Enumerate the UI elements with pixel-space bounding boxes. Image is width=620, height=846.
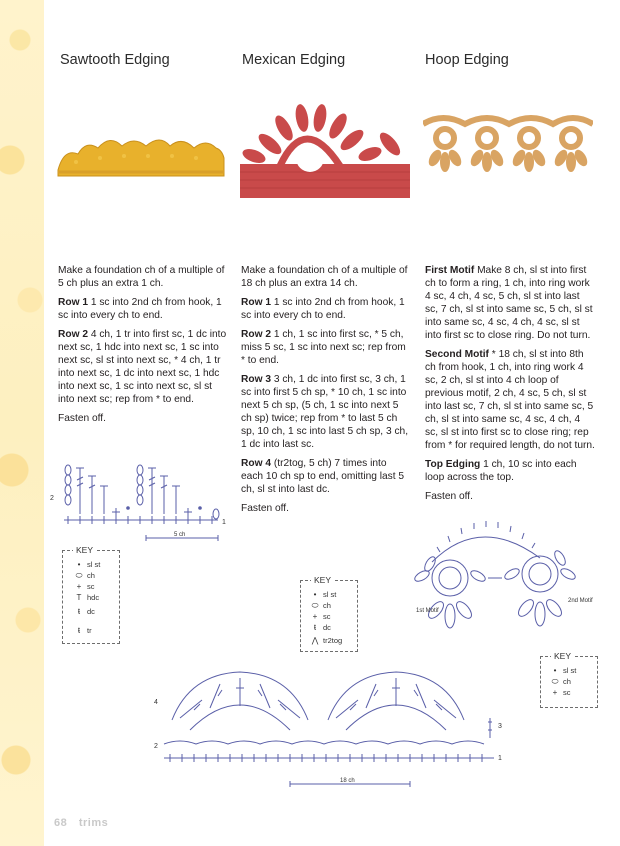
double-crossed-t-icon: ŧ <box>77 625 81 635</box>
key-label: sl st <box>563 666 577 675</box>
key-label: ch <box>87 571 95 580</box>
paragraph: Top Edging 1 ch, 10 sc into each loop across the top. <box>425 459 577 483</box>
slip-stitch-mark <box>198 506 202 510</box>
key-label: dc <box>323 623 331 632</box>
crossed-t-icon: ŧ <box>313 623 317 632</box>
paragraph: Make a foundation ch of a multiple of 5 ch plus an extra 1 ch. <box>58 265 225 289</box>
key-label: hdc <box>87 593 100 602</box>
repeat-label: 18 ch <box>340 778 355 784</box>
plus-icon: + <box>76 582 82 591</box>
key-title: KEY <box>73 545 96 555</box>
paragraph: Make a foundation ch of a multiple of 18 ch plus an extra 14 ch. <box>241 265 408 289</box>
hoop-title: Hoop Edging <box>425 52 509 68</box>
sawtooth-edging-photo <box>56 104 226 198</box>
second-motif-label: 2nd Motif <box>568 598 593 604</box>
key-label: sl st <box>87 560 101 569</box>
key-label: sl st <box>323 590 337 599</box>
row-1-label: 1 <box>222 519 226 526</box>
paragraph: Row 1 1 sc into 2nd ch from hook, 1 sc into every ch to end. <box>58 297 222 321</box>
sawtooth-chart-diagram <box>46 452 232 544</box>
key-label: dc <box>87 606 95 616</box>
key-label: ch <box>563 677 571 686</box>
oval-icon: ⬭ <box>551 676 559 686</box>
dot-icon: • <box>553 666 557 675</box>
section-name: trims <box>78 817 109 829</box>
first-motif-label: 1st Motif <box>416 608 439 614</box>
dot-icon: • <box>77 560 81 569</box>
oval-icon: ⬭ <box>311 600 319 610</box>
plus-icon: + <box>312 612 318 621</box>
paragraph: Second Motif * 18 ch, sl st into 8th ch from hook, 1 ch, into ring work 4 sc, 2 ch, sl st into 4 ch loop of previous motif, 2 ch, 4 sc, 5 ch, sl st into last sc, 7 ch, sl st into same sc, 5 ch, sl st into same sc, 4 sc, 4 ch, 4 sc, sl st into first sc to close ring; rep from * for required length, do not turn. <box>425 349 595 451</box>
oval-icon: ⬭ <box>75 570 83 580</box>
paragraph: First Motif Make 8 ch, sl st into first ch to form a ring, 1 ch, into ring work 4 sc, 4 ch, 4 sc, 5 ch, sl st into last sc, 7 ch, sl st into same sc, 5 ch, sl st into same sc, 4 sc, 4 ch, 4 sc, sl st into first sc to close ring. Do not turn. <box>425 265 593 341</box>
row-4-label: 4 <box>154 699 158 706</box>
mexican-key <box>300 575 358 652</box>
row-2-label: 2 <box>50 495 54 502</box>
paragraph: Row 2 1 ch, 1 sc into first sc, * 5 ch, miss 5 sc, 1 sc into next sc; rep from * to end. <box>241 329 406 366</box>
mexican-edging-photo <box>240 104 410 198</box>
t-icon: T <box>76 593 82 602</box>
key-title: KEY <box>551 651 574 661</box>
hoop-instructions <box>425 264 595 509</box>
tr2tog-icon: ⋀ <box>311 635 319 645</box>
paragraph: Fasten off. <box>58 413 106 424</box>
key-title: KEY <box>311 575 334 585</box>
sawtooth-key <box>62 545 120 644</box>
crossed-t-icon: ŧ <box>77 606 81 616</box>
row-3-label: 3 <box>498 723 502 730</box>
page-number: 68 <box>54 817 68 829</box>
page-footer <box>54 817 108 829</box>
key-label: ch <box>323 601 331 610</box>
key-label: sc <box>323 612 331 621</box>
paragraph: Row 3 3 ch, 1 dc into first sc, 3 ch, 1 sc into first 5 ch sp, * 10 ch, 1 sc into next 5 ch sp, (5 ch, 1 sc into next 5 ch sp) twice; rep from * to last 5 ch sp, 10 ch, 1 sc into last 5 ch sp, 3 ch, 1 dc into last sc. <box>241 374 409 450</box>
dot-icon: • <box>313 590 317 599</box>
row-2-label: 2 <box>154 743 158 750</box>
key-label: sc <box>87 582 95 591</box>
paragraph: Row 2 4 ch, 1 tr into first sc, 1 dc into next sc, 1 hdc into next sc, 1 sc into next sc, sl st into next sc, * 4 ch, 1 tr into next sc, 1 dc into next sc, 1 hdc into next sc, 1 sc into next sc, sl st into next sc; rep from * to end. <box>58 329 227 405</box>
key-label: tr2tog <box>323 635 343 645</box>
paragraph: Row 1 1 sc into 2nd ch from hook, 1 sc into every ch to end. <box>241 297 405 321</box>
paragraph: Fasten off. <box>425 491 473 502</box>
sawtooth-title: Sawtooth Edging <box>60 52 170 68</box>
decorative-margin-strip <box>0 0 44 846</box>
key-label: sc <box>563 688 571 697</box>
hoop-edging-photo <box>423 104 593 198</box>
key-label: tr <box>87 625 92 635</box>
hoop-key <box>540 651 598 708</box>
paragraph: Row 4 (tr2tog, 5 ch) 7 times into each 10 ch sp to end, omitting last 5 ch, sl st into last dc. <box>241 458 405 495</box>
repeat-label: 5 ch <box>174 532 186 538</box>
slip-stitch-mark <box>126 506 130 510</box>
mexican-instructions <box>241 264 411 521</box>
row-1-label: 1 <box>498 755 502 762</box>
sawtooth-instructions <box>58 264 228 431</box>
mexican-title: Mexican Edging <box>242 52 346 68</box>
paragraph: Fasten off. <box>241 503 289 514</box>
plus-icon: + <box>552 688 558 697</box>
mexican-chart-diagram <box>150 660 506 792</box>
hoop-chart-diagram <box>400 518 610 646</box>
